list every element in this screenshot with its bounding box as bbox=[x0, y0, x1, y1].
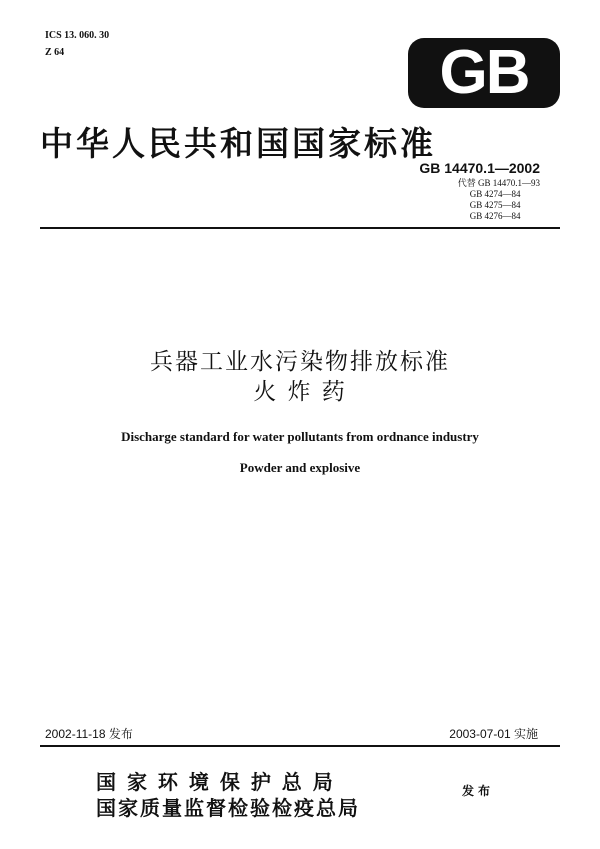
chinese-title-line2: 火 炸 药 bbox=[253, 379, 347, 405]
issued-label: 发布 bbox=[462, 784, 495, 798]
implement-date: 2003-07-01 实施 bbox=[449, 727, 538, 741]
standard-number: GB 14470.1—2002 bbox=[419, 160, 540, 176]
national-standard-heading: 中华人民共和国国家标准 bbox=[40, 124, 436, 163]
replaces-item: GB 4276—84 bbox=[469, 211, 521, 221]
gb-logo-text: GB bbox=[439, 38, 529, 107]
ics-code: ICS 13. 060. 30 bbox=[45, 30, 110, 41]
header-divider bbox=[40, 227, 560, 229]
replaces-list bbox=[458, 178, 540, 222]
issuer-line2: 国家质量监督检验检疫总局 bbox=[96, 796, 360, 820]
chinese-title-line1: 兵器工业水污染物排放标准 bbox=[150, 349, 450, 375]
gb-logo bbox=[408, 38, 560, 108]
replaces-item: GB 4275—84 bbox=[469, 200, 521, 210]
footer-divider bbox=[40, 745, 560, 747]
publish-date: 2002-11-18 发布 bbox=[45, 727, 133, 741]
issuer-line1: 国 家 环 境 保 护 总 局 bbox=[96, 770, 335, 794]
english-title-line2: Powder and explosive bbox=[239, 460, 361, 475]
ccs-code: Z 64 bbox=[45, 47, 65, 58]
english-title-line1: Discharge standard for water pollutants from ordnance industry bbox=[121, 429, 479, 444]
replaces-item: 代替 GB 14470.1—93 bbox=[457, 178, 540, 188]
replaces-item: GB 4274—84 bbox=[469, 189, 521, 199]
